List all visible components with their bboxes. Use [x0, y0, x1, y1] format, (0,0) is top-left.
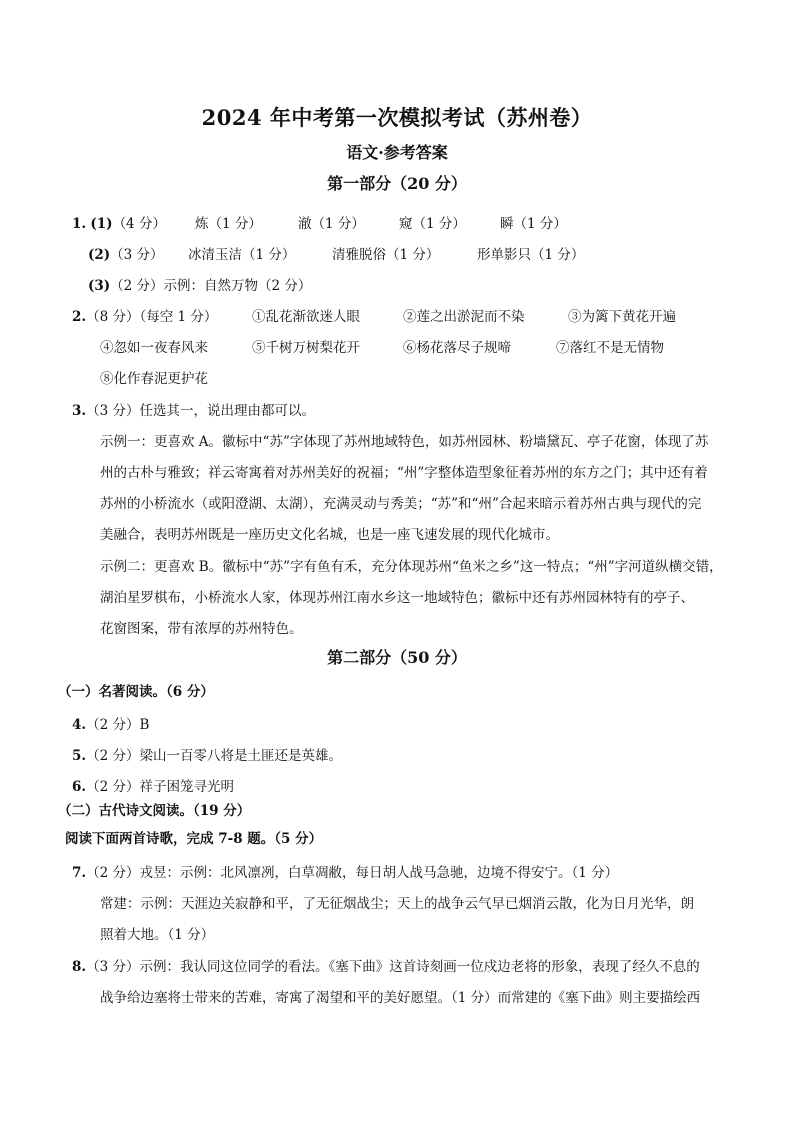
answer-item: 窥（1 分）	[399, 216, 466, 232]
part1-heading: 第一部分（20 分）	[327, 174, 467, 193]
q3-example1-line: 示例一：更喜欢 A。徽标中“苏”字体现了苏州地域特色，如苏州园林、粉墙黛瓦、亭子花窗，体现了苏	[100, 434, 709, 450]
q3-example2-line: 花窗图案，带有浓厚的苏州特色。	[100, 621, 303, 637]
question-number: 4.	[72, 717, 87, 733]
answer-item: ⑧化作春泥更护花	[100, 371, 208, 387]
answer-item: 形单影只（1 分）	[477, 247, 585, 263]
answer-item: ②莲之出淤泥而不染	[403, 309, 525, 325]
q2-row1	[72, 305, 217, 325]
subquestion-label: (1)	[90, 216, 113, 232]
section1-heading: （一）名著阅读。（6 分）	[58, 684, 214, 700]
document-subtitle: 语文·参考答案	[346, 143, 448, 162]
q7-line: 照着大地。（1 分）	[100, 927, 215, 943]
question-number: 2.	[72, 309, 87, 325]
q5-row	[72, 744, 342, 764]
answer-item: ①乱花渐欲迷人眼	[252, 309, 360, 325]
answer-item: 冰清玉洁（1 分）	[188, 247, 296, 263]
score: （8 分）（每空 1 分）	[86, 309, 218, 325]
answer-item: 炼（1 分）	[195, 216, 262, 232]
q4-row	[72, 713, 149, 733]
answer-text: （2 分）祥子困笼寻光明	[86, 779, 234, 795]
q3-example1-line: 美融合，表明苏州既是一座历史文化名城，也是一座飞速发展的现代化城市。	[100, 527, 559, 543]
answer-item: ⑤千树万树梨花开	[252, 340, 360, 356]
subquestion-label: (2)	[88, 247, 111, 263]
question-number: 8.	[72, 959, 87, 975]
question-number: 7.	[72, 865, 87, 881]
section2-instruction: 阅读下面两首诗歌，完成 7-8 题。（5 分）	[65, 831, 323, 847]
answer-item: ⑦落红不是无情物	[556, 340, 664, 356]
answer-item: 清雅脱俗（1 分）	[332, 247, 440, 263]
question-number: 5.	[72, 748, 87, 764]
document-title: 2024 年中考第一次模拟考试（苏州卷）	[201, 105, 593, 130]
answer-item: ③为篱下黄花开遍	[568, 309, 676, 325]
answer-item: ⑥杨花落尽子规啼	[403, 340, 511, 356]
answer-text: （2 分）戎昱：示例：北风凛冽，白草凋敝，每日胡人战马急驰，边境不得安宁。（1 分）	[86, 865, 619, 881]
q7-row	[72, 861, 618, 881]
q6-row	[72, 775, 234, 795]
score: （3 分）	[110, 247, 164, 263]
q8-row	[72, 955, 700, 975]
answer-item: 瞬（1 分）	[500, 216, 567, 232]
question-number: 6.	[72, 779, 87, 795]
subquestion-label: (3)	[88, 278, 111, 294]
section2-heading: （二）古代诗文阅读。（19 分）	[58, 803, 251, 819]
answer-item: 澈（1 分）	[298, 216, 365, 232]
answer-text: （2 分）B	[86, 717, 150, 733]
q1-sub2-row	[88, 243, 164, 263]
part2-heading: 第二部分（50 分）	[327, 648, 467, 667]
q1-sub3-row	[88, 274, 311, 294]
q3-intro-row	[72, 399, 315, 419]
q7-line: 常建：示例：天涯边关寂静和平，了无征烟战尘；天上的战争云气早已烟消云散，化为日月光华，朗	[100, 896, 694, 912]
answer-item: ④忽如一夜春风来	[100, 340, 208, 356]
q8-line: 战争给边塞将士带来的苦难，寄寓了渴望和平的美好愿望。（1 分）而常建的《塞下曲》则主要描绘西	[100, 990, 701, 1006]
question-number: 1.	[72, 216, 87, 232]
q1-sub1-row	[72, 212, 166, 232]
answer-text: （3 分）任选其一，说出理由都可以。	[86, 403, 315, 419]
q3-example1-line: 苏州的小桥流水（或阳澄湖、太湖），充满灵动与秀美；“苏”和“州”合起来暗示着苏州古典与现代的完	[100, 496, 702, 512]
answer-text: （2 分）梁山一百零八将是土匪还是英雄。	[86, 748, 342, 764]
q3-example2-line: 示例二：更喜欢 B。徽标中“苏”字有鱼有禾，充分体现苏州“鱼米之乡”这一特点；“州”字河道纵横交错，	[100, 559, 723, 575]
answer-text: （3 分）示例：我认同这位同学的看法。《塞下曲》这首诗刻画一位戍边老将的形象，表现了经久不息的	[86, 959, 700, 975]
answer-text: （2 分）示例：自然万物（2 分）	[110, 278, 312, 294]
question-number: 3.	[72, 403, 87, 419]
score: （4 分）	[112, 216, 166, 232]
q3-example2-line: 湖泊星罗棋布，小桥流水人家，体现苏州江南水乡这一地域特色；徽标中还有苏州园林特有的亭子、	[100, 590, 694, 606]
q3-example1-line: 州的古朴与雅致；祥云寄寓着对苏州美好的祝福；“州”字整体造型象征着苏州的东方之门；其中还有着	[100, 465, 708, 481]
